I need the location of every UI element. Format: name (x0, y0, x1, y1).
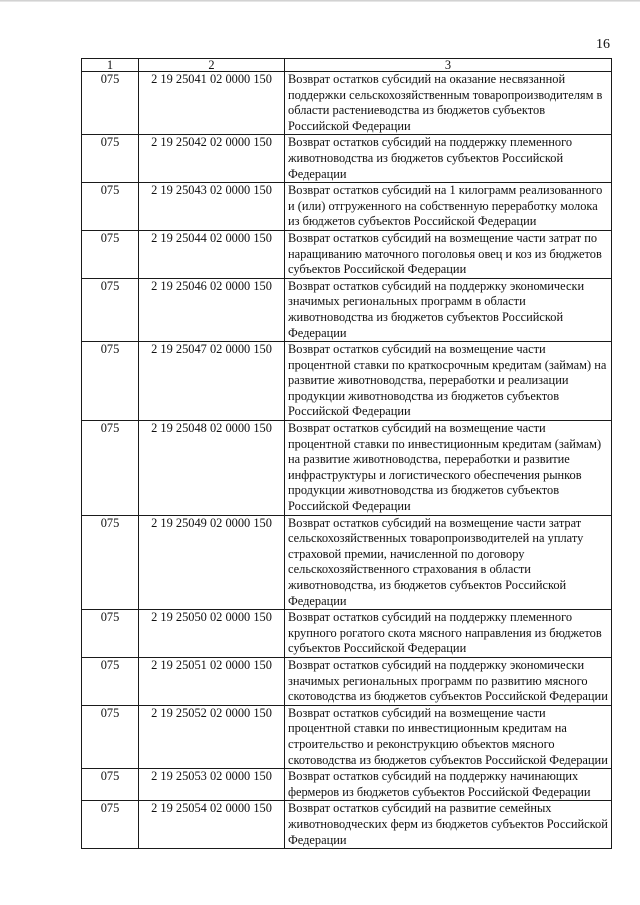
budget-classification-code-cell: 2 19 25046 02 0000 150 (139, 278, 285, 341)
budget-classification-code-cell: 2 19 25050 02 0000 150 (139, 610, 285, 658)
administrator-code-cell: 075 (82, 657, 139, 705)
table-row (82, 72, 612, 135)
administrator-code-cell: 075 (82, 230, 139, 278)
administrator-code-cell: 075 (82, 342, 139, 421)
administrator-code-cell: 075 (82, 421, 139, 516)
administrator-code-cell: 075 (82, 801, 139, 849)
budget-classification-code-cell: 2 19 25053 02 0000 150 (139, 769, 285, 801)
revenue-name-cell: Возврат остатков субсидий на развитие семейных животноводческих ферм из бюджетов субъектов Российской Федерации (285, 801, 612, 849)
budget-classification-code-cell: 2 19 25049 02 0000 150 (139, 515, 285, 610)
table-row (82, 769, 612, 801)
revenue-name-cell: Возврат остатков субсидий на поддержку начинающих фермеров из бюджетов субъектов Российской Федерации (285, 769, 612, 801)
budget-classification-code-cell: 2 19 25042 02 0000 150 (139, 135, 285, 183)
budget-classification-code-cell: 2 19 25041 02 0000 150 (139, 72, 285, 135)
revenue-name-cell: Возврат остатков субсидий на оказание несвязанной поддержки сельскохозяйственным товаропроизводителям в области растениеводства из бюджетов субъектов Российской Федерации (285, 72, 612, 135)
administrator-code-cell: 075 (82, 705, 139, 768)
budget-classification-code-cell: 2 19 25054 02 0000 150 (139, 801, 285, 849)
column-header-2: 2 (139, 59, 285, 72)
administrator-code-cell: 075 (82, 135, 139, 183)
table-header-row (82, 59, 612, 72)
budget-classification-code-cell: 2 19 25052 02 0000 150 (139, 705, 285, 768)
table-row (82, 342, 612, 421)
column-header-1: 1 (82, 59, 139, 72)
table-row (82, 657, 612, 705)
table-row (82, 230, 612, 278)
administrator-code-cell: 075 (82, 610, 139, 658)
administrator-code-cell: 075 (82, 278, 139, 341)
revenue-name-cell: Возврат остатков субсидий на возмещение части затрат сельскохозяйственных товаропроизводителей на уплату страховой премии, начисленной по договору сельскохозяйственного страхования в области животноводства, из бюджетов субъектов Российской Федерации (285, 515, 612, 610)
table-row (82, 278, 612, 341)
administrator-code-cell: 075 (82, 515, 139, 610)
revenue-name-cell: Возврат остатков субсидий на поддержку племенного животноводства из бюджетов субъектов Российской Федерации (285, 135, 612, 183)
budget-classification-code-cell: 2 19 25051 02 0000 150 (139, 657, 285, 705)
table-row (82, 183, 612, 231)
page-number: 16 (596, 37, 610, 52)
revenue-name-cell: Возврат остатков субсидий на поддержку экономически значимых региональных программ в области животноводства из бюджетов субъектов Российской Федерации (285, 278, 612, 341)
budget-codes-table (81, 58, 612, 849)
budget-classification-code-cell: 2 19 25044 02 0000 150 (139, 230, 285, 278)
scan-top-edge (0, 0, 640, 2)
revenue-name-cell: Возврат остатков субсидий на возмещение части затрат по наращиванию маточного поголовья овец и коз из бюджетов субъектов Российской Федерации (285, 230, 612, 278)
administrator-code-cell: 075 (82, 183, 139, 231)
revenue-name-cell: Возврат остатков субсидий на поддержку экономически значимых региональных программ по развитию мясного скотоводства из бюджетов субъектов Российской Федерации (285, 657, 612, 705)
revenue-name-cell: Возврат остатков субсидий на возмещение части процентной ставки по краткосрочным кредитам (займам) на развитие животноводства, переработки и реализации продукции животноводства из бюджетов субъектов Российской Федерации (285, 342, 612, 421)
budget-classification-code-cell: 2 19 25048 02 0000 150 (139, 421, 285, 516)
revenue-name-cell: Возврат остатков субсидий на поддержку племенного крупного рогатого скота мясного направления из бюджетов субъектов Российской Федерации (285, 610, 612, 658)
column-header-3: 3 (285, 59, 612, 72)
table-row (82, 135, 612, 183)
revenue-name-cell: Возврат остатков субсидий на 1 килограмм реализованного и (или) отгруженного на собственную переработку молока из бюджетов субъектов Российской Федерации (285, 183, 612, 231)
table-row (82, 421, 612, 516)
table-row (82, 705, 612, 768)
revenue-name-cell: Возврат остатков субсидий на возмещение части процентной ставки по инвестиционным кредитам (займам) на развитие животноводства, переработки и развитие инфраструктуры и логистического обеспечения рынков продукции животноводства из бюджетов субъектов Российской Федерации (285, 421, 612, 516)
budget-classification-code-cell: 2 19 25047 02 0000 150 (139, 342, 285, 421)
administrator-code-cell: 075 (82, 72, 139, 135)
table-row (82, 801, 612, 849)
table-row (82, 515, 612, 610)
budget-classification-code-cell: 2 19 25043 02 0000 150 (139, 183, 285, 231)
administrator-code-cell: 075 (82, 769, 139, 801)
table-row (82, 610, 612, 658)
revenue-name-cell: Возврат остатков субсидий на возмещение части процентной ставки по инвестиционным кредитам на строительство и реконструкцию объектов мясного скотоводства из бюджетов субъектов Российской Федерации (285, 705, 612, 768)
